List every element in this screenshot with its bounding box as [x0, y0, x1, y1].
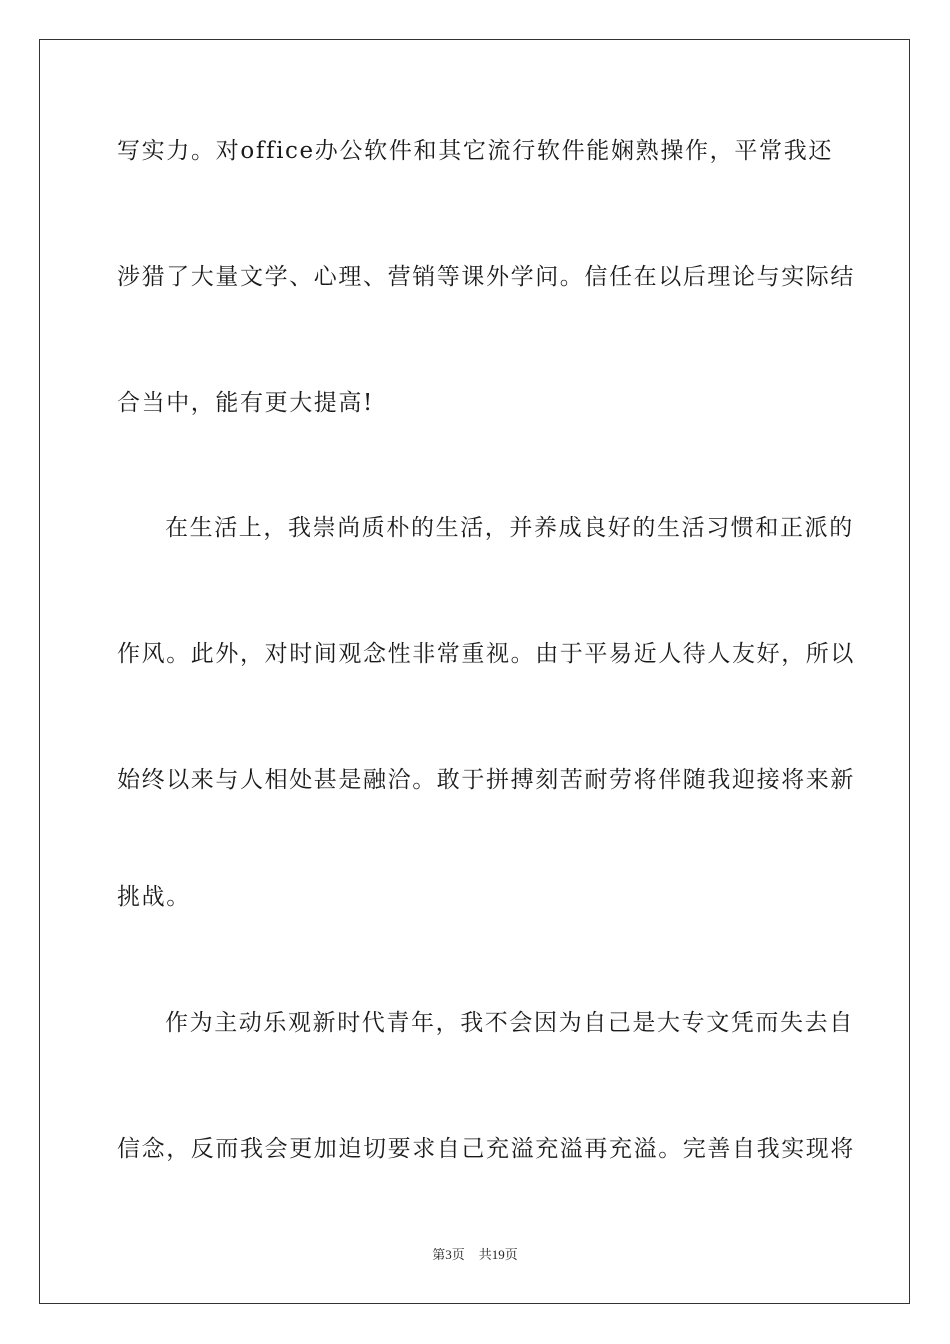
- body-line: 作风。此外，对时间观念性非常重视。由于平易近人待人友好，所以: [117, 641, 855, 667]
- page-footer: [0, 1247, 950, 1263]
- body-line: 始终以来与人相处甚是融洽。敢于拼搏刻苦耐劳将伴随我迎接将来新: [117, 767, 855, 793]
- body-line: 写实力。对office办公软件和其它流行软件能娴熟操作，平常我还: [117, 138, 833, 164]
- paragraph-first-line: 在生活上，我崇尚质朴的生活，并养成良好的生活习惯和正派的: [165, 515, 854, 541]
- body-line: 信念，反而我会更加迫切要求自己充溢充溢再充溢。完善自我实现将: [117, 1136, 855, 1162]
- page-number: 第3页: [432, 1247, 465, 1262]
- page-total: 共19页: [478, 1247, 518, 1262]
- body-line: 合当中，能有更大提高!: [117, 390, 374, 416]
- page-border: [39, 39, 910, 1304]
- paragraph-first-line: 作为主动乐观新时代青年，我不会因为自己是大专文凭而失去自: [165, 1010, 854, 1036]
- body-line: 涉猎了大量文学、心理、营销等课外学问。信任在以后理论与实际结: [117, 264, 855, 290]
- body-line: 挑战。: [117, 884, 191, 910]
